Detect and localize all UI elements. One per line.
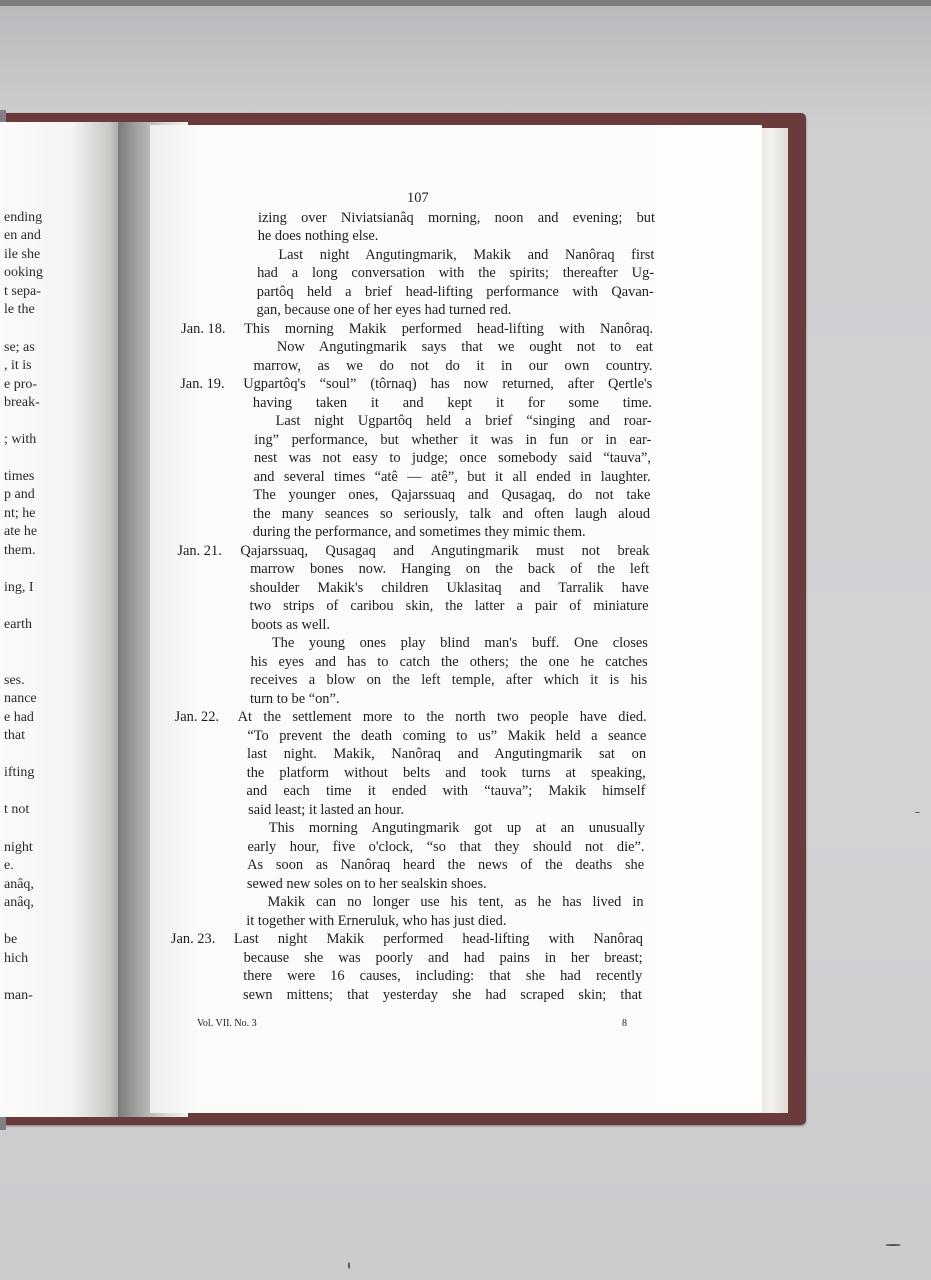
scan-speck [885,1244,901,1246]
text-line: sewed new soles on to her sealskin shoes. [246,876,487,892]
scan-speck [915,812,920,813]
left-page-fragment: ing, I [4,580,34,595]
text-line: “To prevent the death coming to us” Makik held a seance [247,728,647,744]
text-line: Last night Ugpartôq held a brief “singing and roar- [275,413,652,429]
text-line: boots as well. [251,617,330,633]
left-page-fragment: nt; he [4,506,36,521]
text-line: marrow, as we do not do it in our own country. [253,358,653,374]
text-line: Ugpartôq's “soul” (tôrnaq) has now returned, after Qertle's [243,376,653,392]
text-line: turn to be “on”. [249,691,340,707]
entry-date: Jan. 23. [170,931,216,947]
left-page-fragment: t sepa- [4,284,41,299]
text-line: early hour, five o'clock, “so that they should not die”. [247,839,645,855]
left-page-fragment: that [4,728,25,743]
left-page-fragment: anâq, [4,877,34,892]
page-number: 107 [407,190,429,206]
left-page-fragment: e. [4,858,14,873]
left-page-fragment: ifting [4,765,35,780]
left-page-fragment: earth [4,617,32,632]
text-line: marrow bones now. Hanging on the back of the left [250,561,650,577]
left-page-fragment: ; with [4,432,37,447]
entry-date: Jan. 22. [174,709,220,725]
left-page-fragment: en and [4,228,41,243]
text-line: because she was poorly and had pains in her breast; [243,950,643,966]
footer-volume: Vol. VII. No. 3 [197,1018,257,1029]
left-page-fragment: night [4,840,33,855]
text-line: Last night Makik performed head-lifting with Nanôraq [233,931,643,947]
left-page-fragment: ate he [4,524,38,539]
text-line: during the performance, and sometimes they mimic them. [252,524,586,540]
scanner-top-edge [0,0,931,6]
text-line: shoulder Makik's children Uklasitaq and Tarralik have [249,580,649,596]
left-page-fragment: break- [4,395,40,410]
left-page-fragment: times [4,469,35,484]
left-page [0,122,128,1117]
text-line: This morning Angutingmarik got up at an unusually [268,820,645,836]
text-line: nest was not easy to judge; once somebody said “tauva”, [253,450,651,466]
left-page-fragment: hich [4,951,29,966]
left-page-fragment: , it is [4,358,32,373]
text-line: Now Angutingmarik says that we ought not to eat [276,339,653,355]
text-line: the platform without belts and took turns at speaking, [246,765,646,781]
text-line: and each time it ended with “tauva”; Makik himself [246,783,646,799]
left-page-fragment: se; as [4,340,35,355]
text-line: As soon as Nanôraq heard the news of the deaths she [247,857,645,873]
left-page-fragment: be [4,932,18,947]
page-edges [760,128,788,1113]
text-line: receives a blow on the left temple, after which it is his [250,672,648,688]
left-page-fragment: le the [4,302,35,317]
left-page-fragment: nance [4,691,37,706]
text-line: the many seances so seriously, talk and often laugh aloud [253,506,651,522]
text-line: two strips of caribou skin, the latter a pair of miniature [249,598,649,614]
footer-signature: 8 [622,1018,627,1029]
left-page-fragment: man- [4,988,33,1003]
text-line: gan, because one of her eyes had turned red. [256,302,512,318]
text-line: his eyes and has to catch the others; the one he catches [250,654,648,670]
text-line: ing” performance, but whether it was in fun or in ear- [254,432,652,448]
left-page-fragment: anâq, [4,895,34,910]
text-line: having taken it and kept it for some time. [252,395,652,411]
entry-date: Jan. 21. [177,543,222,559]
scan-speck [348,1262,350,1269]
text-line: This morning Makik performed head-lifting with Nanôraq. [244,321,654,337]
text-line: and several times “atê — atê”, but it all ended in laughter. [253,469,651,485]
left-page-fragment: ile she [4,247,41,262]
text-line: sewn mittens; that yesterday she had scraped skin; that [243,987,642,1003]
text-line: Last night Angutingmarik, Makik and Nanôraq first [278,247,655,263]
left-page-fragment: e had [4,710,34,725]
entry-date: Jan. 18. [181,321,226,337]
text-line: The young ones play blind man's buff. One closes [271,635,648,651]
left-page-fragment: ooking [4,265,43,280]
left-page-fragment: e pro- [4,377,38,392]
left-page-fragment: ses. [4,673,25,688]
left-page-fragment: them. [4,543,36,558]
text-line: Makik can no longer use his tent, as he has lived in [267,894,644,910]
text-line: last night. Makik, Nanôraq and Angutingmarik sat on [247,746,647,762]
text-line: The younger ones, Qajarssuaq and Qusagaq, do not take [253,487,651,503]
text-line: Qajarssuaq, Qusagaq and Angutingmarik must not break [240,543,650,559]
text-line: partôq held a brief head-lifting performance with Qavan- [256,284,654,300]
entry-date: Jan. 19. [180,376,225,392]
left-page-fragment: t not [4,802,30,817]
left-page-fragment: ending [4,210,43,225]
text-line: he does nothing else. [257,228,379,244]
text-line: it together with Erneruluk, who has just died. [246,913,507,929]
text-line: said least; it lasted an hour. [248,802,404,818]
left-page-fragment: p and [4,487,35,502]
text-line: had a long conversation with the spirits; thereafter Ug- [257,265,655,281]
text-line: there were 16 causes, including: that she had recently [243,968,643,984]
text-line: At the settlement more to the north two people have died. [237,709,647,725]
text-line: izing over Niviatsianâq morning, noon and evening; but [258,210,655,226]
